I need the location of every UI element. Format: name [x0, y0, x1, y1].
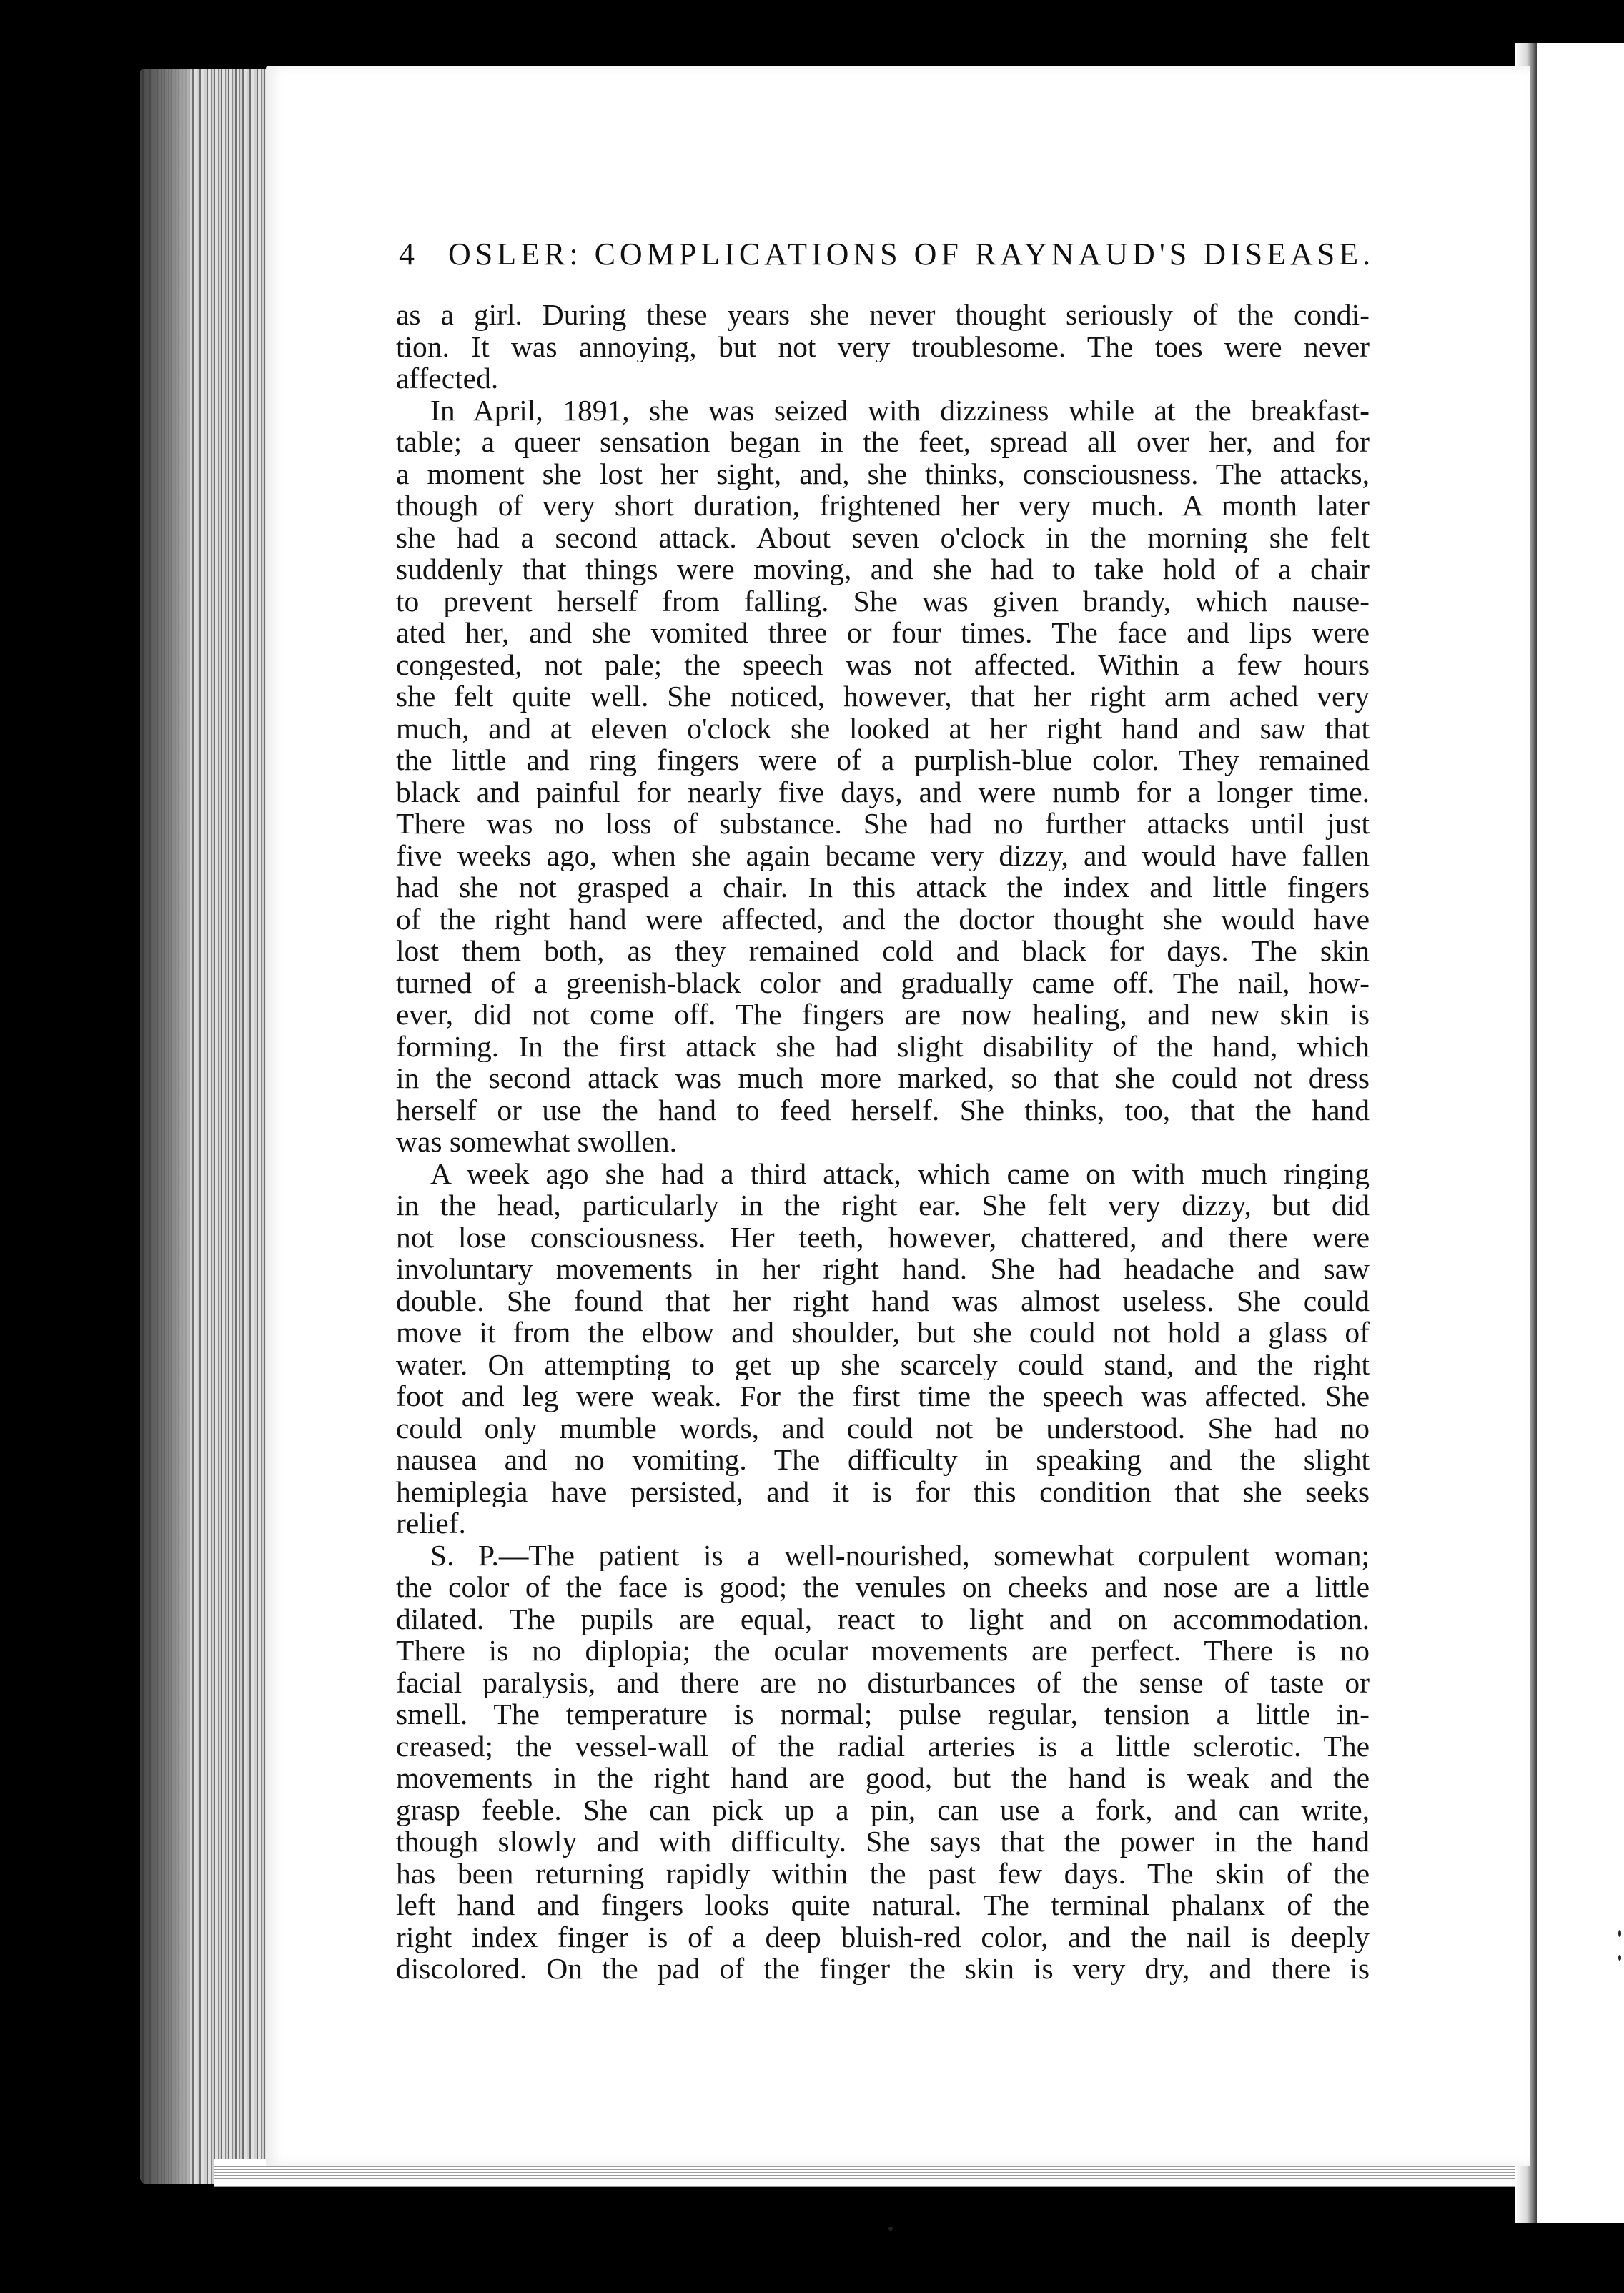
text-line: five weeks ago, when she again became very dizzy, and would have fallen	[396, 839, 1370, 871]
text-line: move it from the elbow and shoulder, but she could not hold a glass of	[396, 1317, 1370, 1349]
text-line: she had a second attack. About seven o'clock in the morning she felt	[396, 521, 1370, 553]
text-line: dilated. The pupils are equal, react to light and on accommodation.	[396, 1603, 1370, 1635]
running-head	[399, 236, 1375, 272]
text-line: right index finger is of a deep bluish-red color, and the nail is deeply	[396, 1921, 1370, 1953]
text-line: congested, not pale; the speech was not affected. Within a few hours	[396, 648, 1370, 680]
text-line: to prevent herself from falling. She was given brandy, which nause-	[396, 585, 1370, 617]
text-line: as a girl. During these years she never thought seriously of the condi-	[396, 299, 1370, 331]
text-line: tion. It was annoying, but not very troublesome. The toes were never	[396, 330, 1370, 362]
text-line: relief.	[396, 1507, 466, 1540]
text-line: though slowly and with difficulty. She says that the power in the hand	[396, 1826, 1370, 1858]
text-line: left hand and fingers looks quite natural. The terminal phalanx of the	[396, 1889, 1370, 1921]
text-line: the little and ring fingers were of a purplish-blue color. They remained	[396, 744, 1370, 776]
text-line: turned of a greenish-black color and gradually came off. The nail, how-	[396, 966, 1370, 999]
text-line: black and painful for nearly five days, and were numb for a longer time.	[396, 776, 1370, 808]
text-line: the color of the face is good; the venules on cheeks and nose are a little	[396, 1571, 1370, 1603]
text-line: suddenly that things were moving, and she had to take hold of a chair	[396, 553, 1370, 585]
text-line: table; a queer sensation began in the feet, spread all over her, and for	[396, 426, 1370, 458]
text-line: ever, did not come off. The fingers are now healing, and new skin is	[396, 999, 1370, 1031]
scan-speck	[1618, 1955, 1621, 1961]
text-line: though of very short duration, frightened her very much. A month later	[396, 490, 1370, 522]
text-line: grasp feeble. She can pick up a pin, can use a fork, and can write,	[396, 1793, 1370, 1826]
text-line: ated her, and she vomited three or four times. The face and lips were	[396, 617, 1370, 649]
text-line: smell. The temperature is normal; pulse regular, tension a little in-	[396, 1698, 1370, 1730]
text-line: herself or use the hand to feed herself. She thinks, too, that the hand	[396, 1094, 1370, 1126]
text-line: in the head, particularly in the right ear. She felt very dizzy, but did	[396, 1189, 1370, 1222]
text-line: hemiplegia have persisted, and it is for this condition that she seeks	[396, 1475, 1370, 1507]
text-line: There was no loss of substance. She had no further attacks until just	[396, 808, 1370, 840]
scan-speck	[1618, 1930, 1621, 1937]
text-line: not lose consciousness. Her teeth, however, chattered, and there were	[396, 1221, 1370, 1253]
text-line: a moment she lost her sight, and, she thinks, consciousness. The attacks,	[396, 457, 1370, 490]
text-line: facial paralysis, and there are no disturbances of the sense of taste or	[396, 1666, 1370, 1698]
text-line: nausea and no vomiting. The difficulty in speaking and the slight	[396, 1444, 1370, 1476]
text-line: involuntary movements in her right hand. She had headache and saw	[396, 1253, 1370, 1285]
running-head-title: OSLER: COMPLICATIONS OF RAYNAUD'S DISEASE.	[448, 237, 1375, 272]
text-line: movements in the right hand are good, but the hand is weak and the	[396, 1762, 1370, 1794]
text-line: lost them both, as they remained cold and black for days. The skin	[396, 935, 1370, 967]
text-line: discolored. On the pad of the finger the skin is very dry, and there is	[396, 1953, 1370, 1985]
text-line: In April, 1891, she was seized with dizziness while at the breakfast-	[430, 394, 1370, 426]
text-line: creased; the vessel-wall of the radial arteries is a little sclerotic. The	[396, 1730, 1370, 1762]
text-line: double. She found that her right hand was almost useless. She could	[396, 1284, 1370, 1317]
text-line: affected.	[396, 362, 499, 395]
page-number: 4	[399, 237, 415, 272]
facing-page	[1537, 43, 1624, 2223]
text-line: of the right hand were affected, and the doctor thought she would have	[396, 903, 1370, 935]
text-line: she felt quite well. She noticed, however, that her right arm ached very	[396, 680, 1370, 713]
text-line: foot and leg were weak. For the first time the speech was affected. She	[396, 1380, 1370, 1412]
body-text	[396, 299, 1370, 1985]
text-line: had she not grasped a chair. In this attack the index and little fingers	[396, 871, 1370, 903]
text-line: forming. In the first attack she had slight disability of the hand, which	[396, 1030, 1370, 1062]
text-line: water. On attempting to get up she scarcely could stand, and the right	[396, 1348, 1370, 1380]
text-line: was somewhat swollen.	[396, 1126, 678, 1158]
text-line: much, and at eleven o'clock she looked at her right hand and saw that	[396, 712, 1370, 744]
text-line: could only mumble words, and could not be understood. She had no	[396, 1412, 1370, 1444]
page-edges-shadow	[140, 69, 190, 2184]
text-line: There is no diplopia; the ocular movements are perfect. There is no	[396, 1635, 1370, 1667]
text-line: has been returning rapidly within the past few days. The skin of the	[396, 1857, 1370, 1889]
text-line: in the second attack was much more marked, so that she could not dress	[396, 1062, 1370, 1094]
scan-speck	[888, 2227, 893, 2231]
text-line: A week ago she had a third attack, which came on with much ringing	[430, 1157, 1370, 1189]
text-line: S. P.—The patient is a well-nourished, somewhat corpulent woman;	[430, 1539, 1370, 1571]
